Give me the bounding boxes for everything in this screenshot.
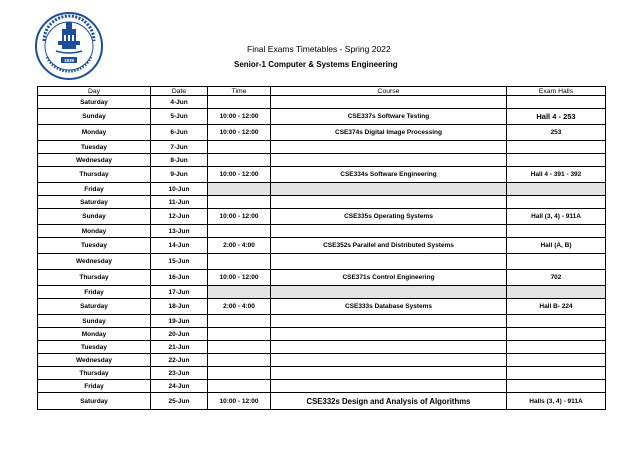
table-row <box>38 154 606 167</box>
table-row <box>38 96 606 109</box>
table-row <box>38 315 606 328</box>
course-cell <box>271 141 507 154</box>
time-cell <box>208 254 271 270</box>
time-cell <box>208 196 271 209</box>
day-cell: Monday <box>38 328 151 341</box>
time-cell <box>208 183 271 196</box>
time-cell: 10:00 - 12:00 <box>208 167 271 183</box>
day-cell: Wednesday <box>38 354 151 367</box>
table-row <box>38 254 606 270</box>
column-header-date: Date <box>151 87 208 96</box>
course-cell <box>271 254 507 270</box>
time-cell <box>208 354 271 367</box>
date-cell: 10-Jun <box>151 183 208 196</box>
date-cell: 5-Jun <box>151 109 208 125</box>
exam-hall-cell <box>507 354 606 367</box>
date-cell: 11-Jun <box>151 196 208 209</box>
time-cell <box>208 141 271 154</box>
table-row <box>38 141 606 154</box>
table-row <box>38 380 606 393</box>
exam-hall-cell <box>507 328 606 341</box>
exam-hall-cell: 253 <box>507 125 606 141</box>
day-cell: Sunday <box>38 209 151 225</box>
table-row <box>38 270 606 286</box>
time-cell <box>208 341 271 354</box>
course-cell: CSE374s Digital Image Processing <box>271 125 507 141</box>
day-cell: Saturday <box>38 96 151 109</box>
date-cell: 12-Jun <box>151 209 208 225</box>
day-cell: Thursday <box>38 167 151 183</box>
table-row <box>38 367 606 380</box>
course-cell: CSE334s Software Engineering <box>271 167 507 183</box>
course-cell <box>271 183 507 196</box>
table-row <box>38 209 606 225</box>
column-header-time: Time <box>208 87 271 96</box>
table-row <box>38 225 606 238</box>
date-cell: 9-Jun <box>151 167 208 183</box>
day-cell: Monday <box>38 125 151 141</box>
course-cell <box>271 96 507 109</box>
course-cell: CSE352s Parallel and Distributed Systems <box>271 238 507 254</box>
page-subtitle: Senior-1 Computer & Systems Engineering <box>234 60 398 69</box>
exam-hall-cell: Hall B- 224 <box>507 299 606 315</box>
date-cell: 13-Jun <box>151 225 208 238</box>
day-cell: Sunday <box>38 315 151 328</box>
exam-hall-cell: Hall (3, 4) - 911A <box>507 209 606 225</box>
date-cell: 23-Jun <box>151 367 208 380</box>
exam-hall-cell <box>507 367 606 380</box>
exam-hall-cell <box>507 96 606 109</box>
day-cell: Friday <box>38 286 151 299</box>
course-cell <box>271 367 507 380</box>
date-cell: 4-Jun <box>151 96 208 109</box>
day-cell: Saturday <box>38 196 151 209</box>
time-cell: 10:00 - 12:00 <box>208 270 271 286</box>
date-cell: 7-Jun <box>151 141 208 154</box>
exam-hall-cell <box>507 196 606 209</box>
table-row <box>38 238 606 254</box>
table-header-row <box>38 87 606 96</box>
exam-hall-cell <box>507 225 606 238</box>
course-cell <box>271 328 507 341</box>
course-cell <box>271 154 507 167</box>
day-cell: Tuesday <box>38 238 151 254</box>
day-cell: Tuesday <box>38 141 151 154</box>
exam-timetable <box>37 86 606 410</box>
day-cell: Thursday <box>38 367 151 380</box>
course-cell <box>271 225 507 238</box>
day-cell: Friday <box>38 380 151 393</box>
date-cell: 25-Jun <box>151 393 208 410</box>
exam-hall-cell <box>507 286 606 299</box>
day-cell: Wednesday <box>38 254 151 270</box>
column-header-exam-halls: Exam Halls <box>507 87 606 96</box>
exam-hall-cell <box>507 141 606 154</box>
table-row <box>38 299 606 315</box>
course-cell <box>271 341 507 354</box>
time-cell <box>208 154 271 167</box>
date-cell: 14-Jun <box>151 238 208 254</box>
day-cell: Friday <box>38 183 151 196</box>
day-cell: Saturday <box>38 393 151 410</box>
time-cell <box>208 225 271 238</box>
date-cell: 15-Jun <box>151 254 208 270</box>
exam-hall-cell <box>507 154 606 167</box>
course-cell <box>271 380 507 393</box>
day-cell: Saturday <box>38 299 151 315</box>
exam-hall-cell: 702 <box>507 270 606 286</box>
date-cell: 16-Jun <box>151 270 208 286</box>
time-cell: 10:00 - 12:00 <box>208 209 271 225</box>
university-logo-icon <box>34 11 104 81</box>
table-row <box>38 183 606 196</box>
time-cell <box>208 96 271 109</box>
exam-hall-cell: Hall (A, B) <box>507 238 606 254</box>
date-cell: 6-Jun <box>151 125 208 141</box>
table-row <box>38 354 606 367</box>
table-row <box>38 125 606 141</box>
table-row <box>38 328 606 341</box>
exam-hall-cell <box>507 254 606 270</box>
time-cell <box>208 328 271 341</box>
table-row <box>38 393 606 410</box>
table-row <box>38 109 606 125</box>
date-cell: 22-Jun <box>151 354 208 367</box>
date-cell: 21-Jun <box>151 341 208 354</box>
course-cell <box>271 354 507 367</box>
date-cell: 17-Jun <box>151 286 208 299</box>
course-cell: CSE371s Control Engineering <box>271 270 507 286</box>
time-cell <box>208 286 271 299</box>
course-cell: CSE332s Design and Analysis of Algorithms <box>271 393 507 410</box>
exam-hall-cell: Hall 4 - 253 <box>507 109 606 125</box>
date-cell: 8-Jun <box>151 154 208 167</box>
exam-hall-cell <box>507 315 606 328</box>
time-cell: 10:00 - 12:00 <box>208 393 271 410</box>
date-cell: 20-Jun <box>151 328 208 341</box>
logo-year: 1839 <box>63 58 75 63</box>
table-row <box>38 286 606 299</box>
table-row <box>38 196 606 209</box>
day-cell: Wednesday <box>38 154 151 167</box>
table-row <box>38 341 606 354</box>
time-cell <box>208 315 271 328</box>
exam-hall-cell: Halls (3, 4) - 911A <box>507 393 606 410</box>
course-cell <box>271 196 507 209</box>
exam-hall-cell <box>507 380 606 393</box>
course-cell <box>271 286 507 299</box>
course-cell: CSE333s Database Systems <box>271 299 507 315</box>
time-cell: 10:00 - 12:00 <box>208 125 271 141</box>
date-cell: 19-Jun <box>151 315 208 328</box>
time-cell: 2:00 - 4:00 <box>208 238 271 254</box>
day-cell: Thursday <box>38 270 151 286</box>
time-cell <box>208 367 271 380</box>
exam-hall-cell <box>507 341 606 354</box>
column-header-course: Course <box>271 87 507 96</box>
course-cell <box>271 315 507 328</box>
course-cell: CSE335s Operating Systems <box>271 209 507 225</box>
date-cell: 18-Jun <box>151 299 208 315</box>
time-cell <box>208 380 271 393</box>
time-cell: 2:00 - 4:00 <box>208 299 271 315</box>
day-cell: Tuesday <box>38 341 151 354</box>
course-cell: CSE337s Software Testing <box>271 109 507 125</box>
exam-hall-cell <box>507 183 606 196</box>
exam-hall-cell: Hall 4 - 391 - 392 <box>507 167 606 183</box>
column-header-day: Day <box>38 87 151 96</box>
date-cell: 24-Jun <box>151 380 208 393</box>
day-cell: Sunday <box>38 109 151 125</box>
day-cell: Monday <box>38 225 151 238</box>
table-row <box>38 167 606 183</box>
time-cell: 10:00 - 12:00 <box>208 109 271 125</box>
